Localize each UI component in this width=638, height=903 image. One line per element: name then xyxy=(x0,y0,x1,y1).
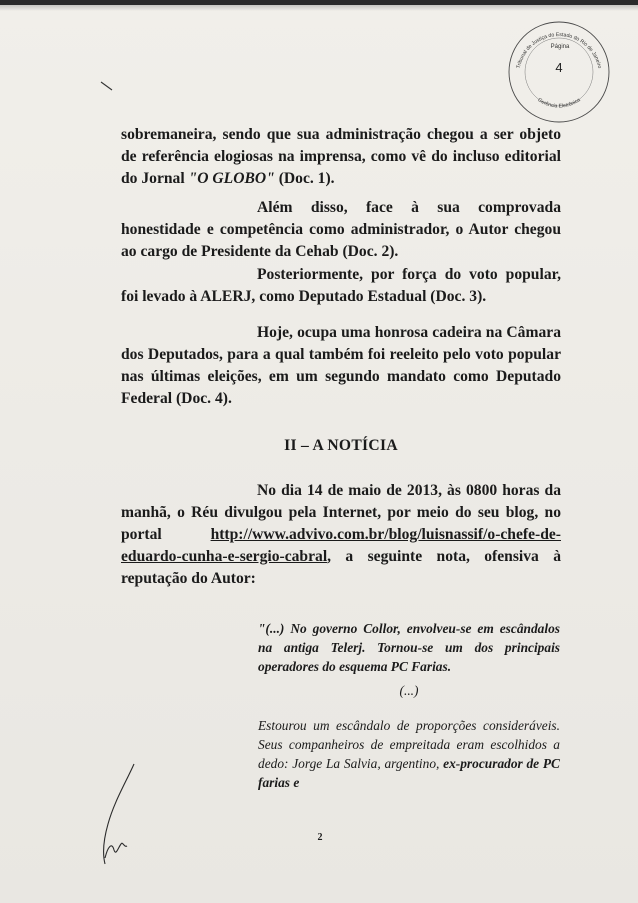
handwritten-signature xyxy=(96,762,146,872)
quote-2-text: Estourou um escândalo de proporções consideráveis. Seus companheiros de empreitada eram escolhidos a dedo: Jorge La Salvia, argentino, xyxy=(258,718,560,771)
paragraph-1-text: sobremaneira, sendo que sua administração chegou a ser objeto de referência elogiosas na imprensa, como vê do incluso editorial do Jornal xyxy=(121,126,561,187)
newspaper-name: "O GLOBO" xyxy=(188,170,275,187)
quote-2-bold-text: ex-procurador de PC farias e xyxy=(258,756,560,790)
quote-block-1: "(...) No governo Collor, envolveu-se em escândalos na antiga Telerj. Tornou-se um dos principais operadores do esquema PC Farias. xyxy=(258,621,560,674)
quote-ellipsis: (...) xyxy=(399,683,419,698)
paragraph-1-doc-ref: (Doc. 1). xyxy=(278,170,335,187)
quote-block-2 xyxy=(258,716,560,792)
page-number: 2 xyxy=(317,832,323,843)
paragraph-5-end: , a seguinte nota, ofensiva à reputação do Autor: xyxy=(121,548,561,587)
paragraph-5-text: No dia 14 de maio de 2013, às 0800 horas da manhã, o Réu divulgou pela Internet, por meio do seu blog, no portal xyxy=(121,482,561,543)
scan-edge-shadow xyxy=(0,5,638,11)
pen-tick-mark xyxy=(100,80,114,92)
paragraph-1 xyxy=(121,124,561,190)
seal-page-number: 4 xyxy=(555,60,563,75)
section-heading: II – A NOTÍCIA xyxy=(284,437,398,454)
svg-text:Gerência Eletrônica: Gerência Eletrônica xyxy=(536,97,582,110)
paragraph-2: Além disso, face à sua comprovada honestidade e competência como administrador, o Autor chegou ao cargo de Presidente da Cehab (Doc. 2). xyxy=(121,199,561,260)
paragraph-5 xyxy=(121,480,561,590)
blog-url-link[interactable]: http://www.advivo.com.br/blog/luisnassif/o-chefe-de-eduardo-cunha-e-sergio-cabral xyxy=(121,526,561,565)
svg-text:Tribunal de Justiça do Estado: Tribunal de Justiça do Estado do Rio de Janeiro xyxy=(515,31,603,70)
seal-page-label: Página xyxy=(550,44,570,50)
paragraph-4: Hoje, ocupa uma honrosa cadeira na Câmara dos Deputados, para a qual também foi reeleito pelo voto popular nas últimas eleições, em um segundo mandato como Deputado Federal (Doc. 4). xyxy=(121,324,561,407)
paragraph-3: Posteriormente, por força do voto popular, foi levado à ALERJ, como Deputado Estadual (Doc. 3). xyxy=(121,266,561,305)
